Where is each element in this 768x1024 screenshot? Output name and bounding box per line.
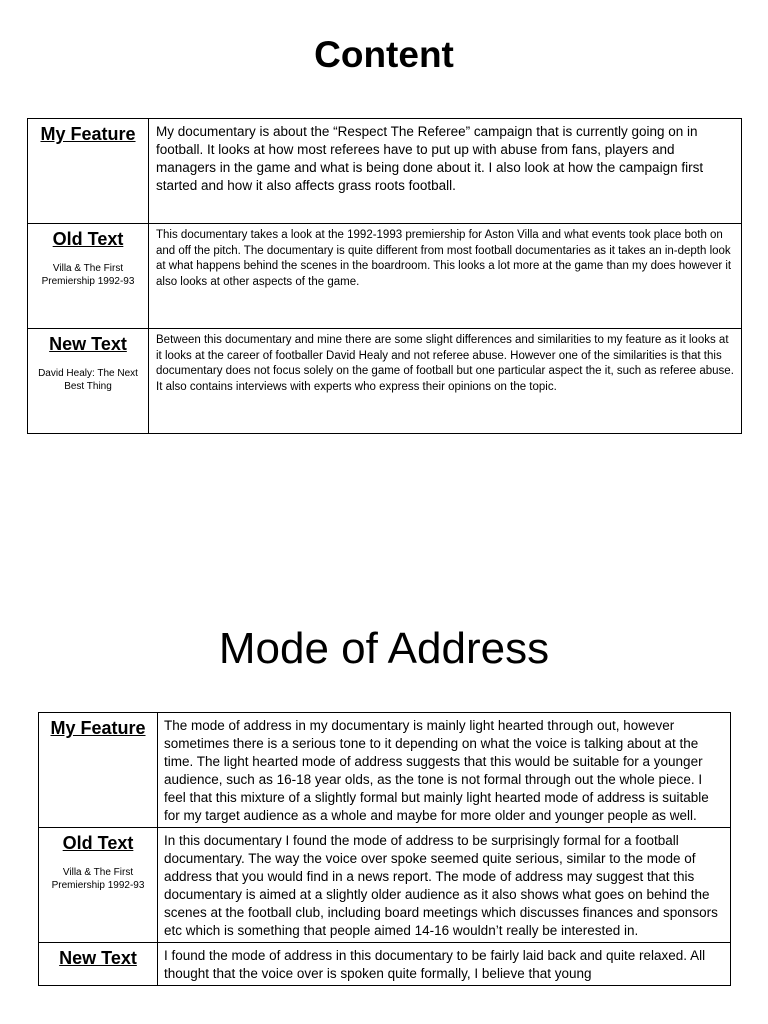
table-row bbox=[39, 828, 731, 943]
row-label: My Feature bbox=[40, 124, 136, 144]
row-label: New Text bbox=[49, 334, 127, 354]
row-sublabel: Villa & The First Premiership 1992-93 bbox=[41, 263, 135, 287]
row-label-cell bbox=[28, 329, 149, 434]
table-row bbox=[28, 119, 742, 224]
row-sublabel: David Healy: The Next Best Thing bbox=[38, 368, 138, 392]
row-sublabel: Villa & The First Premiership 1992-93 bbox=[51, 867, 145, 891]
row-text: Between this documentary and mine there are some slight differences and similarities to my feature as it looks at it looks at the career of footballer David Healy and not referee abuse. However one of the similarities is that this documentary does not focus solely on the game of football but one particular aspect the it, such as referee abuse. It also contains interviews with experts who express their opinions on the topic. bbox=[149, 329, 742, 434]
content-heading: Content bbox=[314, 34, 454, 75]
table-row bbox=[39, 713, 731, 828]
mode-of-address-heading: Mode of Address bbox=[218, 624, 550, 673]
table-row bbox=[28, 329, 742, 434]
content-table bbox=[27, 118, 742, 434]
row-label: New Text bbox=[59, 948, 137, 968]
table-row bbox=[28, 224, 742, 329]
row-text: My documentary is about the “Respect The Referee” campaign that is currently going on in football. It looks at how most referees have to put up with abuse from fans, players and managers in the game and what is being done about it. I also look at how the campaign first started and how it also affects grass roots football. bbox=[149, 119, 742, 224]
row-text: In this documentary I found the mode of address to be surprisingly formal for a football documentary. The way the voice over spoke seemed quite serious, similar to the mode of address that you would find in a news report. The mode of address may suggest that this documentary is aimed at a slightly older audience as it also shows what goes on behind the scenes at the football club, including board meetings which discusses finances and sponsors etc which is something that people aimed 14-16 wouldn’t really be interested in. bbox=[158, 828, 731, 943]
row-label-cell bbox=[28, 224, 149, 329]
row-label: My Feature bbox=[50, 718, 146, 738]
mode-of-address-table bbox=[38, 712, 731, 986]
row-label: Old Text bbox=[62, 833, 134, 853]
table-row bbox=[39, 943, 731, 986]
row-label-cell bbox=[39, 713, 158, 828]
row-text: The mode of address in my documentary is mainly light hearted through out, however sometimes there is a serious tone to it depending on what the voice is talking about at the time. The light hearted mode of address suggests that this would be suitable for a younger audience, such as 16-18 year olds, as the tone is not formal through out the whole piece. I feel that this mixture of a slightly formal but mainly light hearted mode of address is suitable for my target audience as a whole and maybe for more older and younger people as well. bbox=[158, 713, 731, 828]
row-text: This documentary takes a look at the 1992-1993 premiership for Aston Villa and what events took place both on and off the pitch. The documentary is quite different from most football documentaries as it takes an in-depth look at what happens behind the scenes in the boardroom. This looks a lot more at the game than my does however it also looks at other aspects of the game. bbox=[149, 224, 742, 329]
row-label: Old Text bbox=[52, 229, 124, 249]
row-label-cell bbox=[39, 943, 158, 986]
row-label-cell bbox=[39, 828, 158, 943]
row-text: I found the mode of address in this documentary to be fairly laid back and quite relaxed. All thought that the voice over is spoken quite formally, I believe that young bbox=[158, 943, 731, 986]
row-label-cell bbox=[28, 119, 149, 224]
